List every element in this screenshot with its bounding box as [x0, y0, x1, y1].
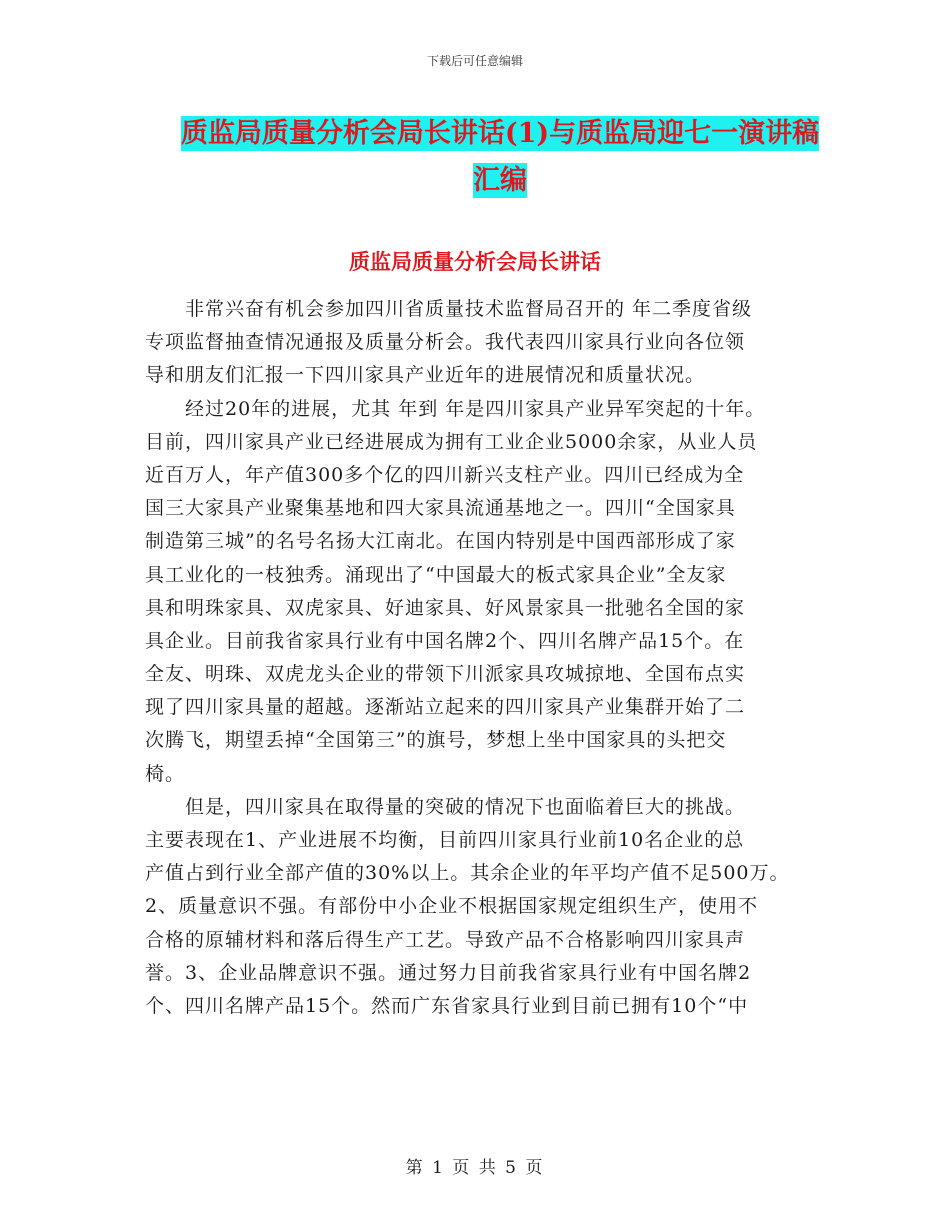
document-title	[150, 110, 850, 204]
body-line: 主要表现在1、产业进展不均衡，目前四川家具行业前10名企业的总	[145, 829, 745, 851]
document-title-line2: 汇编	[473, 165, 527, 196]
body-line: 椅。	[145, 762, 186, 785]
page-header: 下载后可任意编辑	[426, 54, 523, 68]
body-line: 专项监督抽查情况通报及质量分析会。我代表四川家具行业向各位领	[145, 331, 746, 354]
body-line: 2、质量意识不强。有部份中小企业不根据国家规定组织生产，使用不	[145, 895, 759, 918]
body-line: 非常兴奋有机会参加四川省质量技术监督局召开的 年二季度省级	[145, 298, 753, 320]
body-line: 合格的原辅材料和落后得生产工艺。导致产品不合格影响四川家具声	[145, 928, 746, 951]
body-line: 具工业化的一枝独秀。涌现出了“中国最大的板式家具企业”全友家	[145, 563, 727, 586]
body-line: 全友、明珠、双虎龙头企业的带领下川派家具攻城掠地、全国布点实	[145, 663, 746, 686]
body-line: 制造第三城”的名号名扬大江南北。在国内特别是中国西部形成了家	[145, 530, 736, 553]
body-text	[145, 293, 830, 1023]
body-line: 产值占到行业全部产值的30%以上。其余企业的年平均产值不足500万。	[145, 862, 790, 885]
body-line: 具企业。目前我省家具行业有中国名牌2个、四川名牌产品15个。在	[145, 629, 745, 652]
body-line: 目前，四川家具产业已经进展成为拥有工业企业5000余家，从业人员	[145, 430, 758, 453]
section-title: 质监局质量分析会局长讲话	[349, 249, 601, 274]
body-line: 誉。3、企业品牌意识不强。通过努力目前我省家具行业有中国名牌2	[145, 961, 752, 984]
body-line: 次腾飞，期望丢掉“全国第三”的旗号，梦想上坐中国家具的头把交	[145, 729, 727, 752]
body-line: 但是，四川家具在取得量的突破的情况下也面临着巨大的挑战。	[145, 795, 746, 818]
body-line: 导和朋友们汇报一下四川家具产业近年的进展情况和质量状况。	[145, 364, 706, 387]
body-line: 国三大家具产业聚集基地和四大家具流通基地之一。四川“全国家具	[145, 497, 736, 520]
body-line: 经过20年的进展，尤其 年到 年是四川家具产业异军突起的十年。	[145, 397, 766, 420]
body-line: 个、四川名牌产品15个。然而广东省家具行业到目前已拥有10个“中	[145, 994, 749, 1017]
page-number: 第 1 页 共 5 页	[405, 1158, 545, 1178]
document-title-line1: 质监局质量分析会局长讲话(1)与质监局迎七一演讲稿	[180, 118, 820, 149]
body-line: 现了四川家具量的超越。逐渐站立起来的四川家具产业集群开始了二	[145, 696, 746, 719]
body-line: 近百万人，年产值300多个亿的四川新兴支柱产业。四川已经成为全	[145, 463, 745, 486]
body-line: 具和明珠家具、双虎家具、好迪家具、好风景家具一批驰名全国的家	[145, 596, 746, 619]
